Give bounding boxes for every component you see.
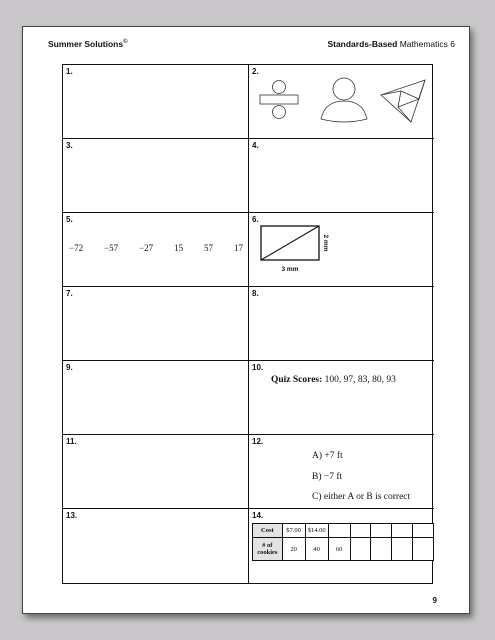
problem-3-box	[63, 139, 249, 213]
table-cell	[350, 524, 371, 538]
rectangle-diagonal	[261, 226, 319, 260]
integer-value: −72	[69, 243, 84, 253]
problem-number: 8.	[252, 289, 259, 298]
table-cell	[328, 524, 350, 538]
integer-value: −57	[104, 243, 119, 253]
problem-number: 10.	[252, 363, 264, 372]
problem-number: 4.	[252, 141, 259, 150]
table-cell: $14.00	[305, 524, 328, 538]
integer-value: 17	[234, 243, 243, 253]
cost-table	[252, 523, 434, 561]
table-cell	[371, 524, 392, 538]
answer-choices	[312, 446, 410, 508]
integer-value: 15	[174, 243, 184, 253]
table-cell: $7.00	[282, 524, 305, 538]
problem-number: 7.	[66, 289, 73, 298]
worksheet-page	[22, 26, 470, 614]
table-cell	[413, 524, 434, 538]
problem-number: 11.	[66, 437, 77, 446]
table-cell	[350, 538, 371, 561]
problem-number: 12.	[252, 437, 264, 446]
problem-8-box	[249, 287, 434, 361]
table-row-label: Cost	[253, 524, 283, 538]
table-cell	[371, 538, 392, 561]
net-circle-bottom	[273, 106, 286, 119]
quiz-scores-values: 100, 97, 83, 80, 93	[322, 375, 396, 385]
table-cell: 40	[305, 538, 328, 561]
problem-10-box	[249, 361, 434, 435]
table-cell	[392, 524, 413, 538]
pyramid-net-outer	[381, 80, 425, 122]
width-label: 3 mm	[281, 266, 299, 273]
height-label: 2 mm	[322, 234, 329, 252]
pyramid-net-inner	[398, 91, 419, 107]
problem-13-box	[63, 509, 249, 583]
problem-6-box	[249, 213, 434, 287]
problem-5-box	[63, 213, 249, 287]
quiz-scores	[271, 375, 396, 385]
answer-choice: B) −7 ft	[312, 471, 343, 482]
table-row-label: # of cookies	[253, 538, 283, 561]
integer-value: 57	[204, 243, 214, 253]
problem-number: 1.	[66, 67, 73, 76]
integer-value: −27	[139, 243, 154, 253]
table-cell: 60	[328, 538, 350, 561]
problem-number: 13.	[66, 511, 78, 520]
problem-grid	[62, 64, 433, 584]
answer-choice: A) +7 ft	[312, 451, 343, 461]
problem-12-box	[249, 435, 434, 509]
net-rectangle	[260, 95, 298, 104]
rectangle-diagram	[249, 213, 433, 287]
sphere-on-cone-circle	[333, 78, 355, 100]
problem-number: 2.	[252, 67, 259, 76]
problem-4-box	[249, 139, 434, 213]
table-cell	[413, 538, 434, 561]
problem-number: 5.	[66, 215, 73, 224]
table-cell	[392, 538, 413, 561]
header-subject: Standards-Based Mathematics 6	[327, 39, 455, 49]
net-circle-top	[273, 81, 286, 94]
problem-number: 6.	[252, 215, 259, 224]
problem-11-box	[63, 435, 249, 509]
problem-2-box	[249, 65, 434, 139]
problem-7-box	[63, 287, 249, 361]
problem-1-box	[63, 65, 249, 139]
table-cell: 20	[282, 538, 305, 561]
cone-sector	[321, 101, 367, 122]
header-title: Summer Solutions©	[48, 39, 128, 49]
problem-14-box	[249, 509, 434, 583]
page-number: 9	[432, 596, 437, 605]
solid-figures-drawing	[249, 65, 433, 139]
quiz-scores-label: Quiz Scores:	[271, 375, 323, 385]
problem-number: 9.	[66, 363, 73, 372]
problem-number: 14.	[252, 511, 264, 520]
problem-9-box	[63, 361, 249, 435]
problem-number: 3.	[66, 141, 73, 150]
integer-list	[69, 243, 243, 253]
answer-choice: C) either A or B is correct	[312, 492, 411, 502]
